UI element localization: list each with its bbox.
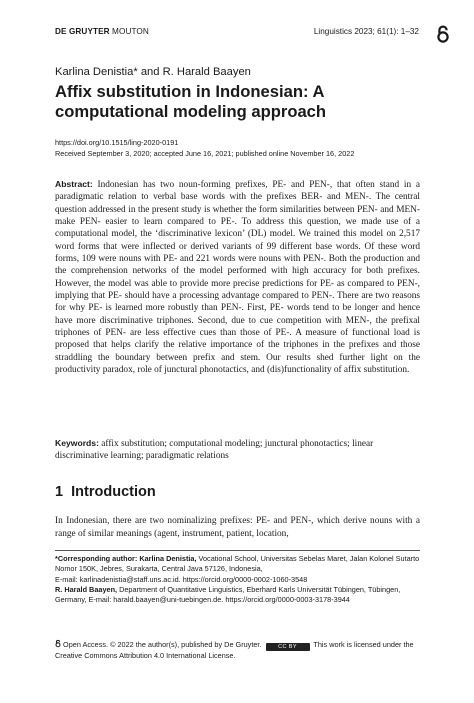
- footnote-divider: [55, 550, 420, 551]
- second-author-affiliation: Department of Quantitative Linguistics, Eberhard Karls Universität Tübingen, Tübingen, Germany, E-mail: harald.baayen@uni-tuebingen.de. https://orcid.org/0000-0003-3178-3944: [55, 584, 401, 605]
- abstract-text: Indonesian has two noun-forming prefixes, PE- and PEN-, that often stand in a paradigmatic relation to verbal base words with the prefixes BER- and MEN-. The central question addressed in the present study is whether the form similarities between PEN- and MEN- make PEN- easier to learn compared to PE-. To address this question, we made use of a computational model, the ‘discriminative lexicon’ (DL) model. We trained this model on 2,517 word forms that were inflected or derived variants of 99 different base words. Of these word forms, 109 were nouns with PE- and 221 words were nouns with PEN-. Both the production and the comprehension networks of the model performed with high accuracy for both prefixes. However, the model was able to provide more precise predictions for PE- as compared to PEN-, implying that PE- should have a processing advantage compared to PEN-. There are two reasons for why PE- is learned more robustly than PEN-. First, PE- words tend to be longer and hence have more discriminative triphones. Second, due to cue competition with MEN-, the prefixal triphones of PEN- are less effective cues than those of PE-. A measure of functional load is proposed that helps clarify the relative importance of the triphones in the prefixes and those straddling the boundary between prefix and stem. Our results shed further light on the productivity paradox, role of junctural phonotactics, and (dis)functionality of affix substitution.: [55, 180, 420, 376]
- corresponding-author-label: *Corresponding author: Karlina Denistia,: [55, 554, 197, 563]
- article-metadata: [55, 137, 354, 159]
- abstract-label: Abstract:: [55, 179, 93, 189]
- keywords: [55, 437, 420, 463]
- publisher-name-rest: MOUTON: [109, 27, 149, 36]
- open-access-lock-icon: [55, 639, 61, 648]
- journal-reference: Linguistics 2023; 61(1): 1–32: [313, 27, 419, 36]
- running-header: [55, 27, 419, 41]
- publication-dates: Received September 3, 2020; accepted June 16, 2021; published online November 16, 2022: [55, 149, 355, 158]
- license-text-before: Open Access. © 2022 the author(s), published by De Gruyter.: [63, 640, 262, 649]
- corresponding-author-affiliation: Vocational School, Universitas Sebelas Maret, Jalan Kolonel Sutarto Nomor 150K, Jebres, Surakarta, Central Java 57126, Indonesia,: [55, 554, 420, 574]
- publisher-name: [55, 27, 149, 36]
- introduction-paragraph: In Indonesian, there are two nominalizing prefixes: PE- and PEN-, which derive nouns with a range of similar meanings (agent, instrument, patient, location,: [55, 516, 420, 539]
- article-title: Affix substitution in Indonesian: A computational modeling approach: [55, 82, 327, 121]
- license-note: [55, 639, 427, 661]
- second-author-note: [55, 585, 427, 606]
- section-title: Introduction: [71, 484, 156, 500]
- author-list: Karlina Denistia* and R. Harald Baayen: [55, 66, 251, 78]
- abstract: [55, 178, 420, 377]
- keywords-label: Keywords:: [55, 438, 99, 448]
- corresponding-author-contact[interactable]: E-mail: karlinadenistia@staff.uns.ac.id. https://orcid.org/0000-0002-1060-3548: [55, 574, 308, 584]
- section-number: 1: [55, 484, 64, 500]
- doi-link[interactable]: https://doi.org/10.1515/ling-2020-0191: [55, 138, 179, 147]
- second-author-label: R. Harald Baayen,: [55, 584, 118, 594]
- corresponding-author-note: [55, 554, 427, 575]
- section-heading: [55, 484, 156, 500]
- keywords-text: affix substitution; computational modeling; junctural phonotactics; linear discriminative learning; paradigmatic relations: [55, 439, 374, 462]
- creative-commons-by-badge[interactable]: CC BY: [266, 643, 310, 651]
- open-access-lock-icon: [436, 24, 450, 44]
- publisher-name-bold: DE GRUYTER: [55, 27, 110, 36]
- author-footnote: [55, 554, 427, 605]
- license-text-after: This work is licensed under the Creative Commons Attribution 4.0 International License.: [55, 640, 414, 660]
